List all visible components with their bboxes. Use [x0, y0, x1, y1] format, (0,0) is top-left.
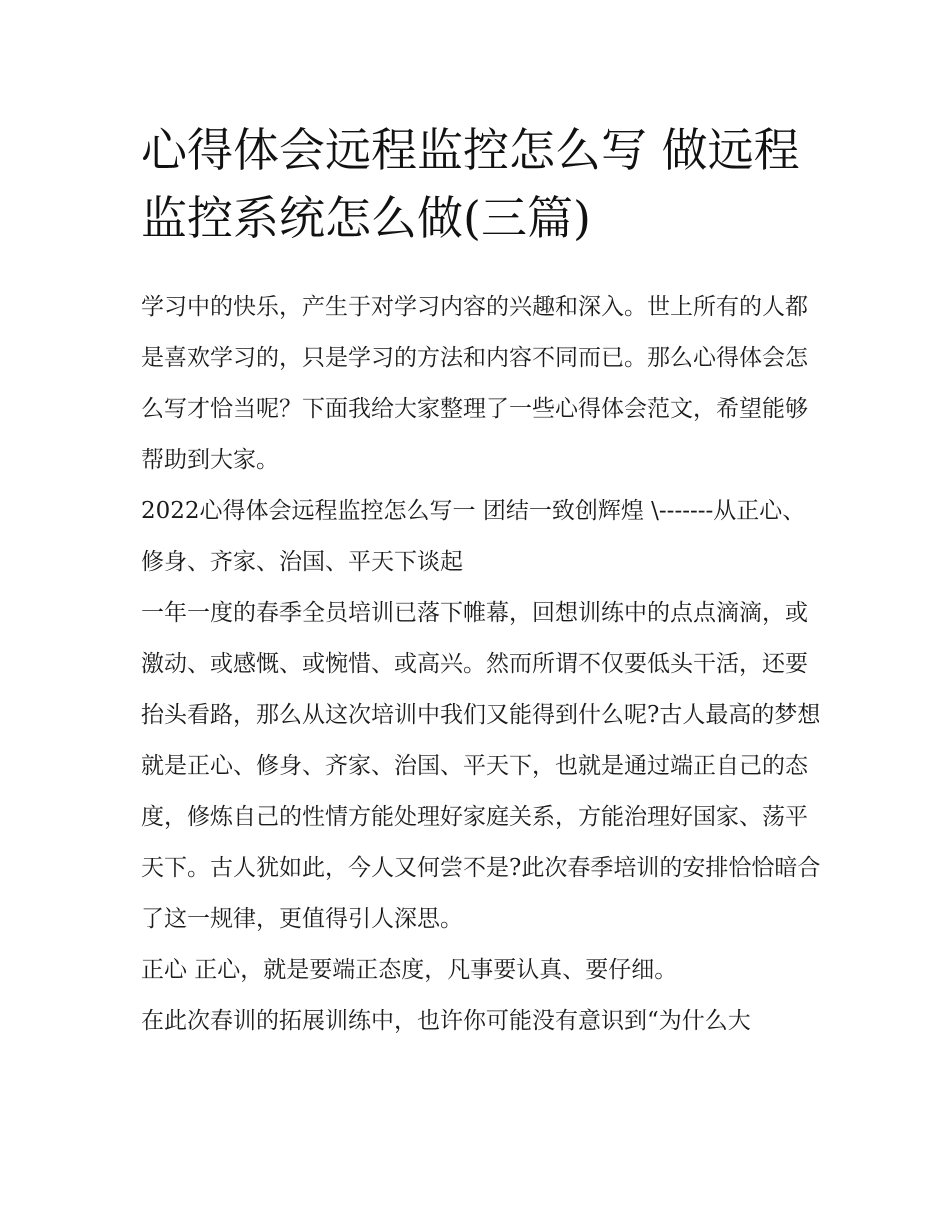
document-title: 心得体会远程监控怎么写 做远程监控系统怎么做(三篇) [141, 123, 800, 245]
body-paragraph: 一年一度的春季全员培训已落下帷幕，回想训练中的点点滴滴，或激动、或感慨、或惋惜、或高兴。然而所谓不仅要低头干活，还要抬头看路，那么从这次培训中我们又能得到什么呢?古人最高的梦想就是正心、修身、齐家、治国、平天下，也就是通过端正自己的态度，修炼自己的性情方能处理好家庭关系，方能治理好国家、荡平天下。古人犹如此，今人又何尝不是?此次春季培训的安排恰恰暗合了这一规律，更值得引人深思。 [141, 600, 821, 932]
section-heading: 2022心得体会远程监控怎么写一 团结一致创辉煌 \-------从正心、修身、齐家、治国、平天下谈起 [141, 498, 806, 575]
body-paragraph-continued: 在此次春训的拓展训练中，也许你可能没有意识到“为什么大 [141, 1008, 751, 1034]
document-body [141, 282, 821, 1047]
intro-paragraph: 学习中的快乐，产生于对学习内容的兴趣和深入。世上所有的人都是喜欢学习的，只是学习的方法和内容不同而已。那么心得体会怎么写才恰当呢？下面我给大家整理了一些心得体会范文，希望能够帮助到大家。 [141, 294, 808, 473]
subsection-paragraph: 正心 正心，就是要端正态度，凡事要认真、要仔细。 [141, 957, 678, 983]
